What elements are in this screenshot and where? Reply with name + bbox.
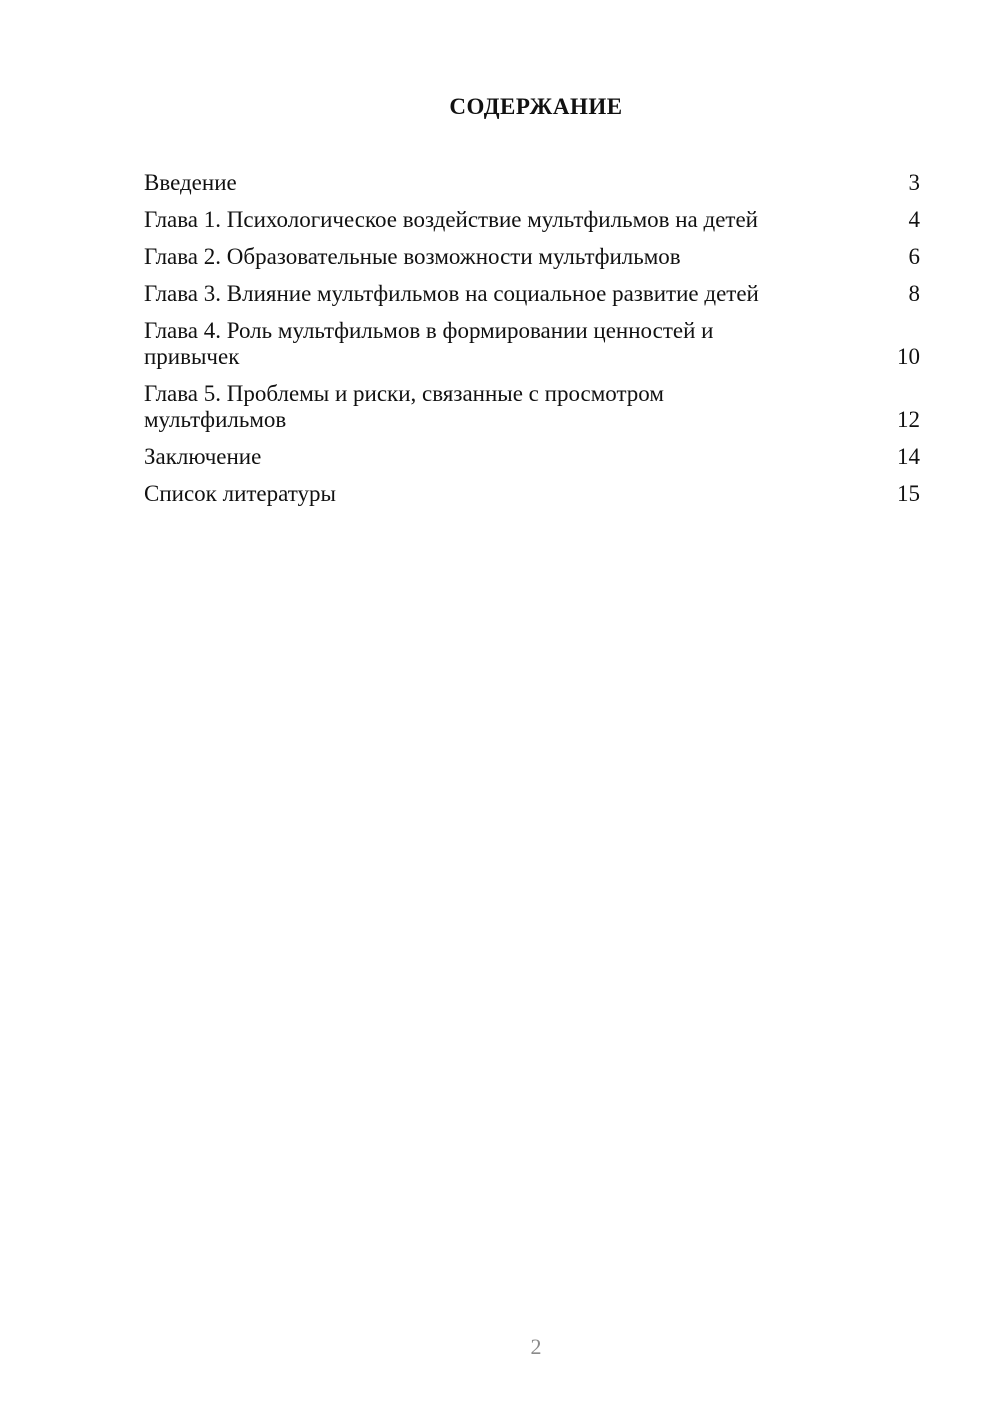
- toc-entry-conclusion: [144, 444, 920, 470]
- table-of-contents: [144, 170, 920, 518]
- toc-entry-chapter-2: [144, 244, 920, 270]
- toc-entry-chapter-3: [144, 281, 920, 307]
- toc-entry-introduction: [144, 170, 920, 196]
- toc-entry-label: Глава 1. Психологическое воздействие мультфильмов на детей: [144, 207, 758, 232]
- toc-entry-label: Глава 2. Образовательные возможности мультфильмов: [144, 244, 681, 269]
- toc-entry-page: 12: [897, 407, 920, 432]
- toc-entry-page: 6: [908, 244, 920, 269]
- toc-entry-page: 8: [908, 281, 920, 306]
- toc-entry-chapter-1: [144, 207, 920, 233]
- toc-entry-chapter-5: [144, 381, 920, 433]
- toc-entry-label: Глава 5. Проблемы и риски, связанные с просмотром мультфильмов: [144, 381, 664, 432]
- toc-entry-label: Введение: [144, 170, 237, 195]
- page-number: 2: [530, 1334, 542, 1359]
- toc-entry-label: Глава 4. Роль мультфильмов в формировании ценностей и привычек: [144, 318, 714, 369]
- toc-entry-label: Список литературы: [144, 481, 336, 506]
- toc-entry-chapter-4: [144, 318, 920, 370]
- toc-entry-page: 3: [908, 170, 920, 195]
- toc-entry-label: Глава 3. Влияние мультфильмов на социальное развитие детей: [144, 281, 759, 306]
- toc-entry-page: 4: [908, 207, 920, 232]
- toc-entry-label: Заключение: [144, 444, 262, 469]
- page-title: СОДЕРЖАНИЕ: [449, 94, 623, 119]
- toc-entry-page: 15: [897, 481, 920, 506]
- toc-entry-page: 10: [897, 344, 920, 369]
- toc-entry-references: [144, 481, 920, 507]
- toc-entry-page: 14: [897, 444, 920, 469]
